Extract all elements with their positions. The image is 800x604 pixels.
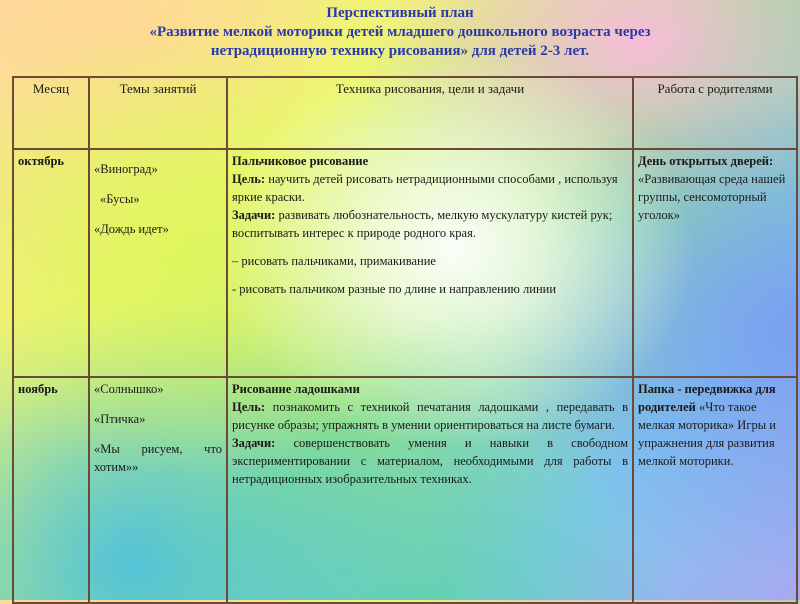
goal-text: познакомить с техникой печатания ладошками , передавать в рисунке образы; упражнять в умении ориентироваться на листе бумаги. bbox=[232, 400, 628, 432]
theme-item: «Солнышко» bbox=[94, 382, 164, 396]
parents-title: Папка - передвижка для родителей bbox=[638, 382, 776, 414]
tasks-text: развивать любознательность, мелкую мускулатуру кистей рук; воспитывать интерес к природе родного края. bbox=[232, 208, 613, 240]
parents-cell bbox=[633, 377, 797, 603]
tasks-text: совершенствовать умения и навыки в свободном экспериментировании с материалом, необходимыми для работы в нетрадиционных изобразительных техниках. bbox=[232, 436, 628, 486]
technique-goal bbox=[232, 398, 628, 434]
technique-cell bbox=[227, 149, 633, 377]
tasks-label: Задачи: bbox=[232, 436, 276, 450]
theme-item: «Птичка» bbox=[94, 412, 146, 426]
title-line-3: нетрадиционную технику рисования» для детей 2-3 лет. bbox=[210, 43, 590, 59]
parents-text: «Что такое мелкая моторика» Игры и упражнения для развития мелкой моторики. bbox=[638, 400, 776, 468]
page-title bbox=[0, 4, 800, 61]
month-cell: октябрь bbox=[13, 149, 89, 377]
table-header-row bbox=[13, 77, 797, 149]
plan-table bbox=[12, 76, 798, 604]
table-row bbox=[13, 149, 797, 377]
technique-item: – рисовать пальчиками, примакивание bbox=[232, 254, 436, 268]
technique-item: - рисовать пальчиком разные по длине и направлению линии bbox=[232, 282, 557, 296]
header-month: Месяц bbox=[13, 77, 89, 149]
themes-cell bbox=[89, 149, 227, 377]
technique-tasks bbox=[232, 206, 628, 242]
header-technique: Техника рисования, цели и задачи bbox=[227, 77, 633, 149]
parents-cell bbox=[633, 149, 797, 377]
title-line-2: «Развитие мелкой моторики детей младшего дошкольного возраста через bbox=[149, 24, 651, 40]
title-line-1: Перспективный план bbox=[326, 5, 474, 21]
goal-label: Цель: bbox=[232, 172, 266, 186]
tasks-label: Задачи: bbox=[232, 208, 276, 222]
technique-name: Пальчиковое рисование bbox=[232, 154, 369, 168]
technique-name: Рисование ладошками bbox=[232, 382, 360, 396]
theme-item: «Виноград» bbox=[94, 162, 158, 176]
month-cell: ноябрь bbox=[13, 377, 89, 603]
goal-label: Цель: bbox=[232, 400, 266, 414]
theme-item: «Мы рисуем, что хотим»» bbox=[94, 442, 222, 474]
theme-item: «Дождь идет» bbox=[94, 222, 169, 236]
header-parents: Работа с родителями bbox=[633, 77, 797, 149]
header-themes: Темы занятий bbox=[89, 77, 227, 149]
theme-item: «Бусы» bbox=[100, 192, 140, 206]
technique-tasks bbox=[232, 434, 628, 488]
parents-text: «Развивающая среда нашей группы, сенсомоторный уголок» bbox=[638, 172, 786, 222]
technique-goal bbox=[232, 170, 628, 206]
goal-text: научить детей рисовать нетрадиционными способами , используя яркие краски. bbox=[232, 172, 618, 204]
technique-cell bbox=[227, 377, 633, 603]
parents-title: День открытых дверей: bbox=[638, 154, 774, 168]
themes-cell bbox=[89, 377, 227, 603]
table-row bbox=[13, 377, 797, 603]
